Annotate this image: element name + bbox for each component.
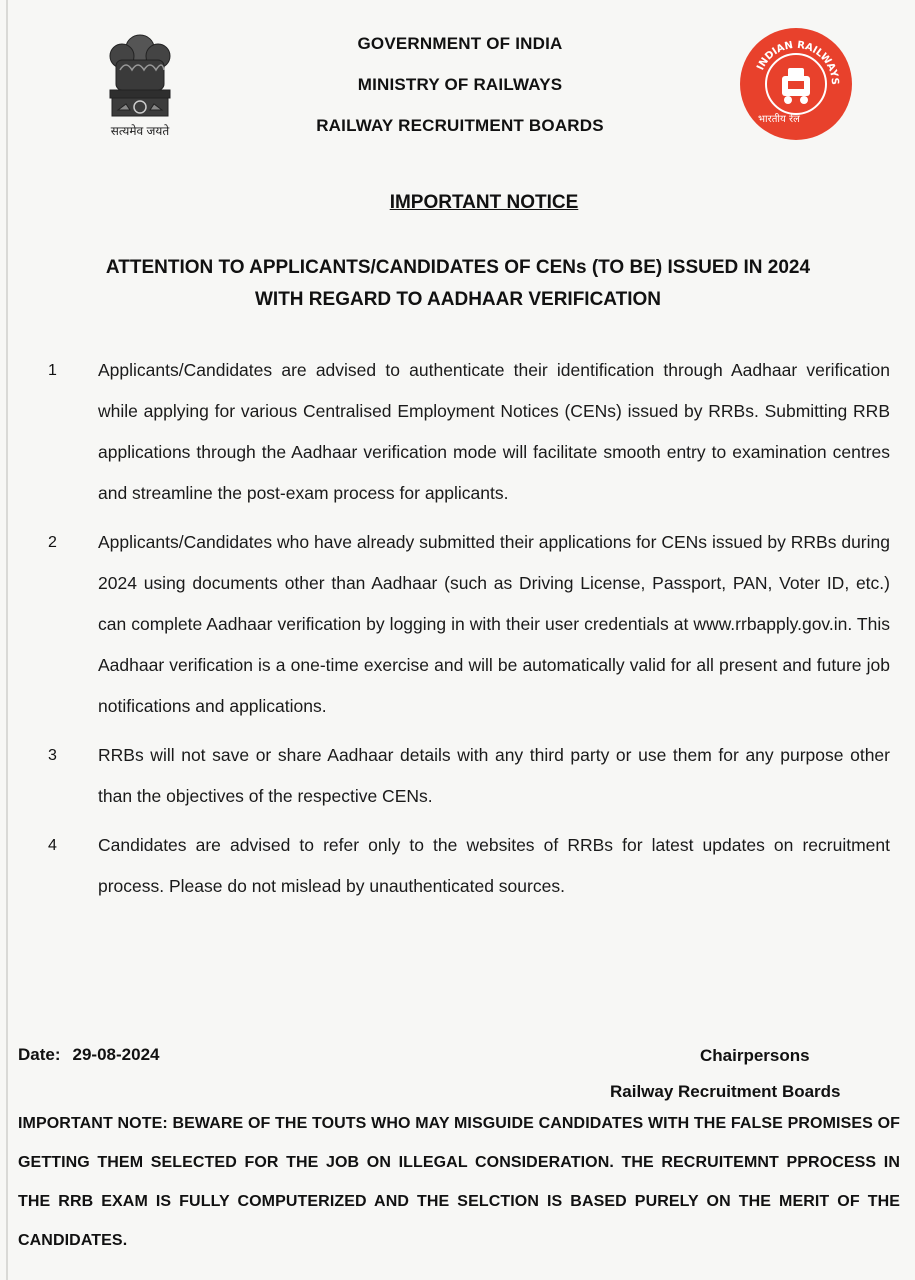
point-number: 2 — [48, 534, 57, 551]
point-text: Candidates are advised to refer only to the websites of RRBs for latest updates on recruitment process. Please do not mislead by unauthenticated sources. — [98, 835, 890, 896]
notice-point — [40, 522, 890, 727]
point-number: 3 — [48, 747, 57, 764]
header-boards: RAILWAY RECRUITMENT BOARDS — [316, 116, 604, 135]
notice-point — [40, 825, 890, 907]
emblem-motto: सत्यमेव जयते — [110, 124, 170, 138]
notice-title: IMPORTANT NOTICE — [389, 192, 579, 213]
point-number: 1 — [48, 362, 57, 379]
date-label: Date: — [18, 1045, 61, 1064]
important-note: IMPORTANT NOTE: BEWARE OF THE TOUTS WHO MAY MISGUIDE CANDIDATES WITH THE FALSE PROMISES OF GETTING THEM SELECTED FOR THE JOB ON ILLEGAL CONSIDERATION. THE RECRUITEMNT PPROCESS IN THE RRB EXAM IS FULLY COMPUTERIZED AND THE SELCTION IS BASED PURELY ON THE MERIT OF THE CANDIDATES. — [18, 1115, 900, 1249]
signatory-org: Railway Recruitment Boards — [610, 1082, 841, 1101]
notice-points — [40, 350, 890, 915]
date-value: 29-08-2024 — [72, 1045, 160, 1064]
signatory-title: Chairpersons — [700, 1046, 810, 1065]
header-ministry: MINISTRY OF RAILWAYS — [357, 75, 563, 94]
point-text: Applicants/Candidates who have already submitted their applications for CENs issued by RRBs during 2024 using documents other than Aadhaar (such as Driving License, Passport, PAN, Voter ID, etc.) can complete Aadhaar verification by logging in with their user credentials at www.rrbapply.gov.in. This Aadhaar verification is a one-time exercise and will be automatically valid for all present and future job notifications and applications. — [98, 532, 890, 716]
notice-point — [40, 350, 890, 514]
seal-text-hindi: भारतीय रेल — [758, 114, 800, 125]
subject-line-2: WITH REGARD TO AADHAAR VERIFICATION — [254, 289, 662, 310]
date-line — [18, 1045, 159, 1065]
header-government: GOVERNMENT OF INDIA — [357, 34, 563, 53]
ashoka-lions-icon — [100, 30, 180, 122]
point-number: 4 — [48, 837, 57, 854]
point-text: Applicants/Candidates are advised to authenticate their identification through Aadhaar verification while applying for various Centralised Employment Notices (CENs) issued by RRBs. Submitting RRB applications through the Aadhaar verification mode will facilitate smooth entry to examination centres and streamline the post-exam process for applicants. — [98, 360, 890, 503]
point-text: RRBs will not save or share Aadhaar details with any third party or use them for any purpose other than the objectives of the respective CENs. — [98, 745, 890, 806]
subject-line-1: ATTENTION TO APPLICANTS/CANDIDATES OF CENs (TO BE) ISSUED IN 2024 — [105, 257, 811, 278]
national-emblem — [92, 30, 188, 142]
indian-railways-seal — [738, 26, 854, 142]
notice-point — [40, 735, 890, 817]
seal-text-english: INDIAN RAILWAYS — [755, 39, 841, 86]
